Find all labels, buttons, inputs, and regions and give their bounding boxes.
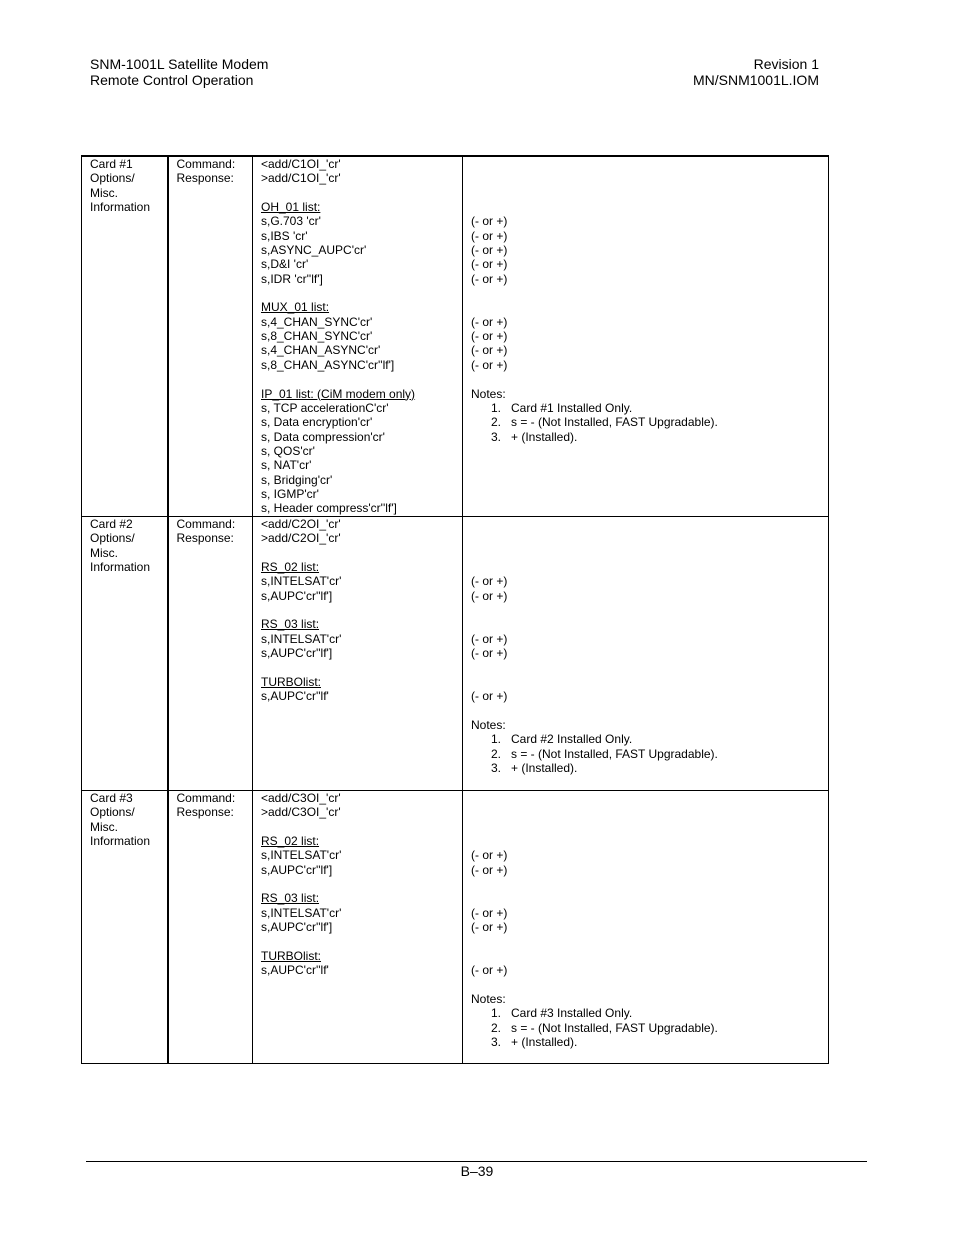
parameter-label: Options/ — [90, 805, 135, 820]
note-number: 2. — [491, 415, 502, 430]
note-item — [471, 1035, 820, 1049]
syntax-line: s,INTELSAT'cr' — [261, 631, 342, 646]
description-line: (- or +) — [471, 271, 508, 286]
list-heading: RS_02 list: — [261, 834, 320, 849]
syntax-line: s,AUPC'cr''lf' — [261, 963, 329, 978]
syntax-line — [261, 820, 454, 834]
note-item — [471, 430, 820, 444]
note-text: s = - (Not Installed, FAST Upgradable). — [511, 415, 718, 430]
syntax-line — [261, 603, 454, 617]
command-type-label: Response: — [176, 531, 234, 546]
syntax-line: s, TCP accelerationC'cr' — [261, 400, 389, 415]
note-item — [471, 1021, 820, 1035]
description-line — [471, 546, 820, 560]
description-line: (- or +) — [471, 228, 508, 243]
description-line — [471, 877, 820, 891]
syntax-line — [261, 286, 454, 300]
syntax-line: <add/C2OI_'cr' — [261, 517, 341, 531]
description-cell — [463, 791, 829, 1064]
note-item — [471, 415, 820, 429]
description-line: (- or +) — [471, 631, 508, 646]
command-table-body — [82, 156, 829, 1064]
header-right — [693, 56, 819, 88]
syntax-line: s,4_CHAN_SYNC'cr' — [261, 314, 373, 329]
note-item — [471, 401, 820, 415]
parameter-label: Misc. — [90, 545, 118, 560]
parameter-label: Card #3 — [90, 791, 133, 805]
list-heading: MUX_01 list: — [261, 300, 330, 315]
syntax-line: s,IBS 'cr' — [261, 228, 308, 243]
parameter-label: Options/ — [90, 171, 135, 186]
description-cell — [463, 156, 829, 517]
syntax-cell — [253, 517, 463, 791]
parameter-cell — [82, 156, 168, 517]
note-number: 1. — [491, 400, 502, 415]
parameter-label: Information — [90, 200, 151, 215]
syntax-line: <add/C3OI_'cr' — [261, 791, 341, 805]
syntax-line — [261, 660, 454, 674]
syntax-line: s, Data compression'cr' — [261, 429, 385, 444]
syntax-line: s,IDR 'cr''lf'] — [261, 271, 323, 286]
description-line — [471, 891, 820, 905]
description-line — [471, 200, 820, 214]
list-heading: RS_03 list: — [261, 617, 320, 632]
description-line: (- or +) — [471, 862, 508, 877]
description-line — [471, 286, 820, 300]
command-table — [81, 155, 829, 1064]
table-row — [82, 517, 829, 791]
list-heading: OH_01 list: — [261, 200, 321, 215]
description-line — [471, 805, 820, 819]
syntax-line: s,AUPC'cr''lf'] — [261, 646, 333, 661]
header-revision: Revision 1 — [753, 56, 819, 72]
syntax-line: s,D&I 'cr' — [261, 257, 309, 272]
syntax-line: s, Bridging'cr' — [261, 472, 333, 487]
description-line — [471, 834, 820, 848]
syntax-line: s, QOS'cr' — [261, 443, 315, 458]
note-number: 2. — [491, 1020, 502, 1035]
command-type-label: Command: — [176, 157, 236, 171]
list-heading: TURBOlist: — [261, 948, 321, 963]
description-line — [471, 186, 820, 200]
list-heading: RS_02 list: — [261, 560, 320, 575]
syntax-line: >add/C3OI_'cr' — [261, 805, 341, 820]
command-type-label: Command: — [176, 791, 236, 805]
header-doc-number: MN/SNM1001L.IOM — [692, 72, 819, 88]
description-line — [471, 660, 820, 674]
description-line — [471, 934, 820, 948]
note-number: 2. — [491, 746, 502, 761]
syntax-line — [261, 546, 454, 560]
note-item — [471, 1006, 820, 1020]
description-line — [471, 617, 820, 631]
note-item — [471, 761, 820, 775]
parameter-cell — [82, 791, 168, 1064]
note-number: 1. — [491, 732, 502, 747]
description-line: (- or +) — [471, 920, 508, 935]
syntax-line: s,AUPC'cr''lf'] — [261, 588, 333, 603]
syntax-line: s,G.703 'cr' — [261, 214, 321, 229]
note-text: s = - (Not Installed, FAST Upgradable). — [511, 1020, 718, 1035]
syntax-line: <add/C1OI_'cr' — [261, 157, 341, 171]
description-line: (- or +) — [471, 963, 508, 978]
syntax-line: s,AUPC'cr''lf'] — [261, 862, 333, 877]
parameter-label: Options/ — [90, 531, 135, 546]
description-line: (- or +) — [471, 848, 508, 863]
parameter-label: Card #1 — [90, 157, 133, 171]
description-line: (- or +) — [471, 357, 508, 372]
description-line — [471, 300, 820, 314]
syntax-line: s,AUPC'cr''lf'] — [261, 920, 333, 935]
command-type-cell — [168, 517, 253, 791]
description-line — [471, 820, 820, 834]
note-number: 3. — [491, 1034, 502, 1049]
description-cell — [463, 517, 829, 791]
description-line: (- or +) — [471, 905, 508, 920]
description-line: (- or +) — [471, 314, 508, 329]
description-line — [471, 791, 820, 805]
syntax-line: s, NAT'cr' — [261, 458, 312, 473]
syntax-cell — [253, 791, 463, 1064]
description-line — [471, 560, 820, 574]
header-section-title: Remote Control Operation — [90, 72, 254, 88]
note-text: + (Installed). — [511, 429, 578, 444]
description-line: Notes: — [471, 991, 506, 1006]
note-text: Card #1 Installed Only. — [511, 400, 633, 415]
description-line: (- or +) — [471, 257, 508, 272]
description-line: Notes: — [471, 717, 506, 732]
parameter-label: Misc. — [90, 185, 118, 200]
note-number: 3. — [491, 429, 502, 444]
description-line — [471, 603, 820, 617]
header-doc-title: SNM-1001L Satellite Modem — [90, 56, 269, 72]
description-line — [471, 703, 820, 717]
note-text: + (Installed). — [511, 1034, 578, 1049]
description-line: (- or +) — [471, 214, 508, 229]
parameter-cell — [82, 517, 168, 791]
description-line: Notes: — [471, 386, 506, 401]
syntax-line — [261, 372, 454, 386]
syntax-cell — [253, 156, 463, 517]
syntax-line: s,AUPC'cr''lf' — [261, 689, 329, 704]
syntax-line: s,4_CHAN_ASYNC'cr' — [261, 343, 381, 358]
syntax-line: s, IGMP'cr' — [261, 486, 319, 501]
description-line — [471, 171, 820, 185]
description-line: (- or +) — [471, 588, 508, 603]
syntax-line: s,INTELSAT'cr' — [261, 905, 342, 920]
parameter-label: Information — [90, 834, 151, 849]
syntax-line — [261, 934, 454, 948]
parameter-label: Card #2 — [90, 517, 133, 531]
table-row — [82, 791, 829, 1064]
description-line — [471, 372, 820, 386]
syntax-line: s,INTELSAT'cr' — [261, 848, 342, 863]
command-type-label: Command: — [176, 517, 236, 531]
note-text: s = - (Not Installed, FAST Upgradable). — [511, 746, 718, 761]
note-number: 3. — [491, 760, 502, 775]
syntax-line: s,8_CHAN_ASYNC'cr''lf'] — [261, 357, 395, 372]
description-line: (- or +) — [471, 343, 508, 358]
description-line: (- or +) — [471, 574, 508, 589]
note-text: + (Installed). — [511, 760, 578, 775]
description-line: (- or +) — [471, 646, 508, 661]
description-line: (- or +) — [471, 329, 508, 344]
description-line — [471, 675, 820, 689]
syntax-line: s, Data encryption'cr' — [261, 415, 373, 430]
table-row — [82, 156, 829, 517]
list-heading: IP_01 list: (CiM modem only) — [261, 386, 416, 401]
description-line — [471, 977, 820, 991]
description-line — [471, 531, 820, 545]
parameter-label: Misc. — [90, 819, 118, 834]
note-item — [471, 732, 820, 746]
command-type-cell — [168, 791, 253, 1064]
description-line: (- or +) — [471, 243, 508, 258]
note-text: Card #2 Installed Only. — [511, 732, 633, 747]
syntax-line: s,ASYNC_AUPC'cr' — [261, 243, 367, 258]
syntax-line: s,8_CHAN_SYNC'cr' — [261, 329, 373, 344]
note-item — [471, 747, 820, 761]
note-number: 1. — [491, 1006, 502, 1021]
command-type-cell — [168, 156, 253, 517]
parameter-label: Information — [90, 560, 151, 575]
syntax-line: s,INTELSAT'cr' — [261, 574, 342, 589]
syntax-line: >add/C1OI_'cr' — [261, 171, 341, 186]
note-text: Card #3 Installed Only. — [511, 1006, 633, 1021]
footer-rule — [86, 1161, 867, 1162]
description-line — [471, 517, 820, 531]
list-heading: TURBOlist: — [261, 674, 321, 689]
page-number: B–39 — [460, 1163, 494, 1179]
command-type-label: Response: — [176, 171, 234, 186]
syntax-line: >add/C2OI_'cr' — [261, 531, 341, 546]
syntax-line: s, Header compress'cr''lf'] — [261, 501, 397, 516]
description-line — [471, 949, 820, 963]
syntax-line — [261, 877, 454, 891]
description-line: (- or +) — [471, 689, 508, 704]
command-type-label: Response: — [176, 805, 234, 820]
list-heading: RS_03 list: — [261, 891, 320, 906]
syntax-line — [261, 186, 454, 200]
header-left — [90, 56, 268, 88]
description-line — [471, 157, 820, 171]
